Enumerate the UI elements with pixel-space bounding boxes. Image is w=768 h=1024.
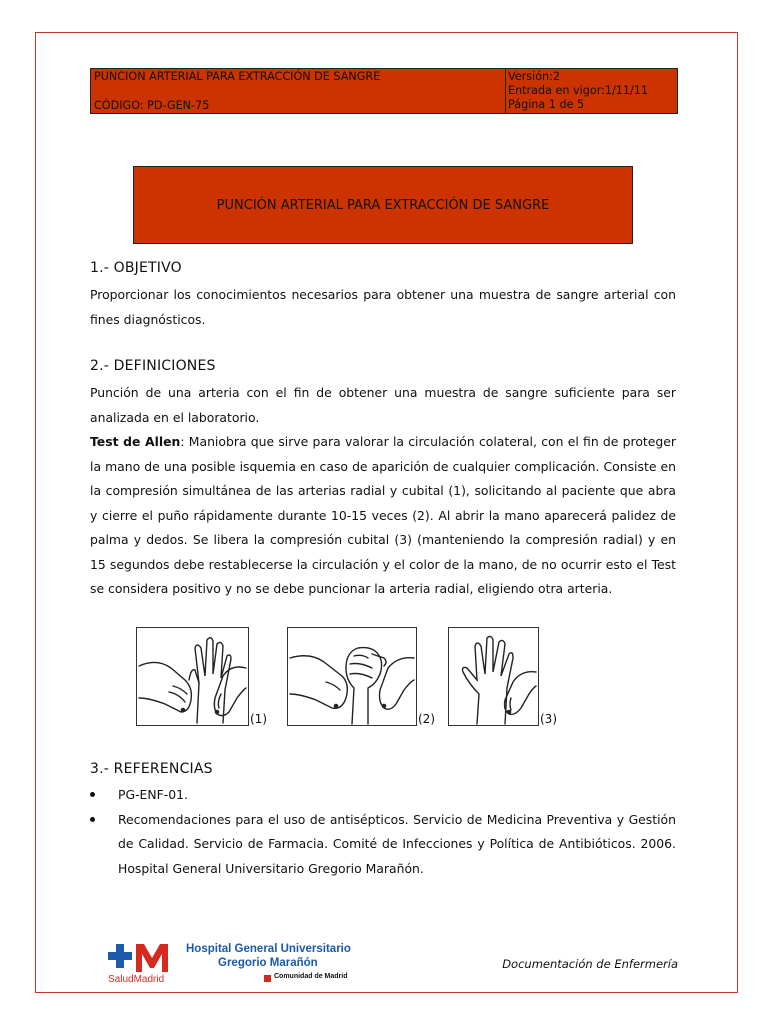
definitions-text: Punción de una arteria con el fin de obtener una muestra de sangre suficiente para ser analizada en el laboratorio. — [90, 385, 676, 425]
document-header — [90, 68, 678, 114]
allen-test-label: Test de Allen — [90, 434, 181, 449]
hand-illustration-1 — [137, 628, 248, 725]
hospital-logo — [108, 940, 368, 988]
objective-text: Proporcionar los conocimientos necesarios para obtener una muestra de sangre arterial con fines diagnósticos. — [90, 287, 676, 327]
section-heading-references: 3.- REFERENCIAS — [90, 761, 213, 777]
logo-region: Comunidad de Madrid — [274, 973, 348, 980]
region-flag-icon — [264, 975, 271, 982]
figure-1-hands-compression — [136, 627, 249, 726]
logo-line-1: Hospital General Universitario — [186, 943, 351, 955]
footer-department: Documentación de Enfermería — [502, 957, 678, 971]
header-version: Versión:2 — [508, 70, 561, 83]
logo-brand: SaludMadrid — [108, 974, 165, 985]
bullet-icon — [90, 792, 95, 797]
hand-illustration-2 — [288, 628, 416, 725]
header-effective-date: Entrada en vigor:1/11/11 — [508, 84, 649, 97]
figure-3-release-ulnar — [448, 627, 539, 726]
header-left — [94, 70, 504, 112]
header-divider — [505, 69, 506, 113]
figure-2-fist-clenched — [287, 627, 417, 726]
section-heading-objective: 1.- OBJETIVO — [90, 260, 182, 276]
reference-item — [90, 783, 676, 808]
document-title: PUNCIÓN ARTERIAL PARA EXTRACCIÓN DE SANGRE — [133, 166, 633, 244]
allen-test-paragraph — [90, 430, 676, 602]
header-right — [508, 70, 676, 112]
header-code: CÓDIGO: PD-GEN-75 — [94, 99, 210, 112]
logo-line-2: Gregorio Marañón — [218, 957, 318, 969]
figure-2-label: (2) — [418, 712, 435, 726]
hand-illustration-3 — [449, 628, 538, 725]
header-page-number: Página 1 de 5 — [508, 98, 585, 111]
figure-1-label: (1) — [250, 712, 267, 726]
reference-text: Recomendaciones para el uso de antisépticos. Servicio de Medicina Preventiva y Gestión de Calidad. Servicio de Farmacia. Comité de Infecciones y Política de Antibióticos. 2006. Hospital General Universitario Gregorio Marañón. — [118, 811, 676, 876]
section-heading-definitions: 2.- DEFINICIONES — [90, 358, 216, 374]
figure-3-label: (3) — [540, 712, 557, 726]
header-doc-title: PUNCION ARTERIAL PARA EXTRACCIÓN DE SANGRE — [94, 70, 381, 83]
allen-test-text: : Maniobra que sirve para valorar la circulación colateral, con el fin de proteger la mano de una posible isquemia en caso de aparición de cualquier complicación. Consiste en la compresión simultánea de las arterias radial y cubital (1), solicitando al paciente que abra y cierre el puño rápidamente durante 10-15 veces (2). Al abrir la mano aparecerá palidez de palma y dedos. Se libera la compresión cubital (3) (manteniendo la compresión radial) y en 15 segundos debe restablecerse la circulación y el color de la mano, de no ocurrir esto el Test se considera positivo y no se debe puncionar la arteria radial, eligiendo otra arteria. — [90, 434, 676, 596]
reference-text: PG-ENF-01. — [118, 787, 188, 802]
bullet-icon — [90, 817, 95, 822]
references-list — [90, 783, 676, 881]
reference-item — [90, 808, 676, 882]
